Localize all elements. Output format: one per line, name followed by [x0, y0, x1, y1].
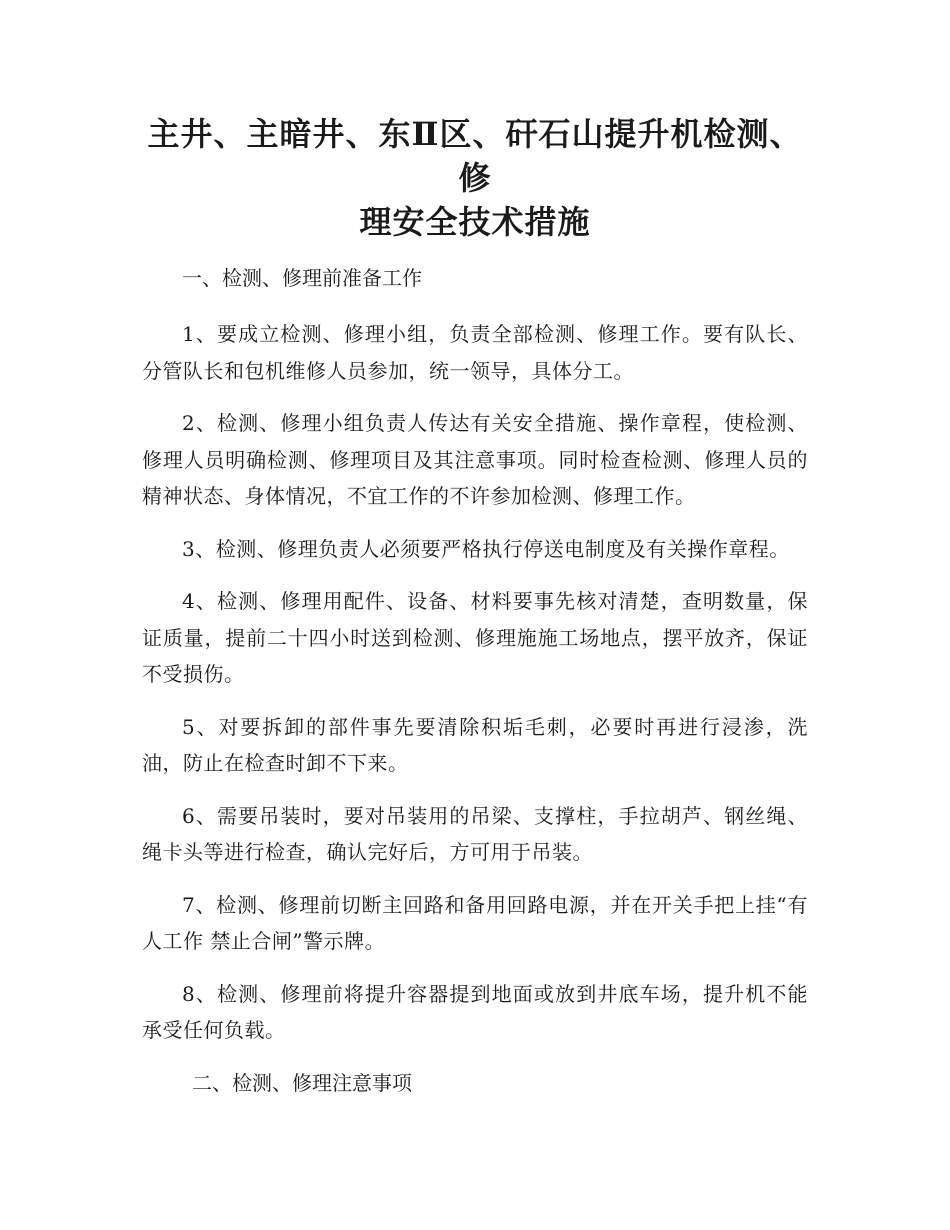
paragraph-1: 1、要成立检测、修理小组，负责全部检测、修理工作。要有队长、分管队长和包机维修人员参加，统一领导，具体分工。: [142, 322, 808, 383]
section-heading-1: 一、检测、修理前准备工作: [182, 266, 422, 290]
paragraph-8: 8、检测、修理前将提升容器提到地面或放到井底车场，提升机不能承受任何负载。: [142, 981, 808, 1042]
paragraph-2: 2、检测、修理小组负责人传达有关安全措施、操作章程，使检测、修理人员明确检测、修理项目及其注意事项。同时检查检测、修理人员的精神状态、身体情况，不宜工作的不许参加检测、修理工作。: [142, 411, 808, 508]
document-title: [142, 112, 808, 244]
paragraph-6: 6、需要吊装时，要对吊装用的吊梁、支撑柱，手拉胡芦、钢丝绳、绳卡头等进行检查，确认完好后，方可用于吊装。: [142, 803, 808, 864]
paragraph-4: 4、检测、修理用配件、设备、材料要事先核对清楚，查明数量，保证质量，提前二十四小时送到检测、修理施施工场地点，摆平放齐，保证不受损伤。: [142, 589, 808, 686]
title-line-1: 主井、主暗井、东Ⅱ区、矸石山提升机检测、修: [147, 115, 803, 197]
title-line-2: 理安全技术措施: [359, 203, 591, 241]
paragraph-3: 3、检测、修理负责人必须要严格执行停送电制度及有关操作章程。: [182, 536, 790, 561]
paragraph-5: 5、对要拆卸的部件事先要清除积垢毛刺，必要时再进行浸渗，洗油，防止在检查时卸不下来。: [142, 714, 808, 775]
section-heading-2: 二、检测、修理注意事项: [192, 1070, 412, 1095]
paragraph-7: 7、检测、修理前切断主回路和备用回路电源，并在开关手把上挂“有人工作 禁止合闸”警示牌。: [142, 892, 808, 953]
